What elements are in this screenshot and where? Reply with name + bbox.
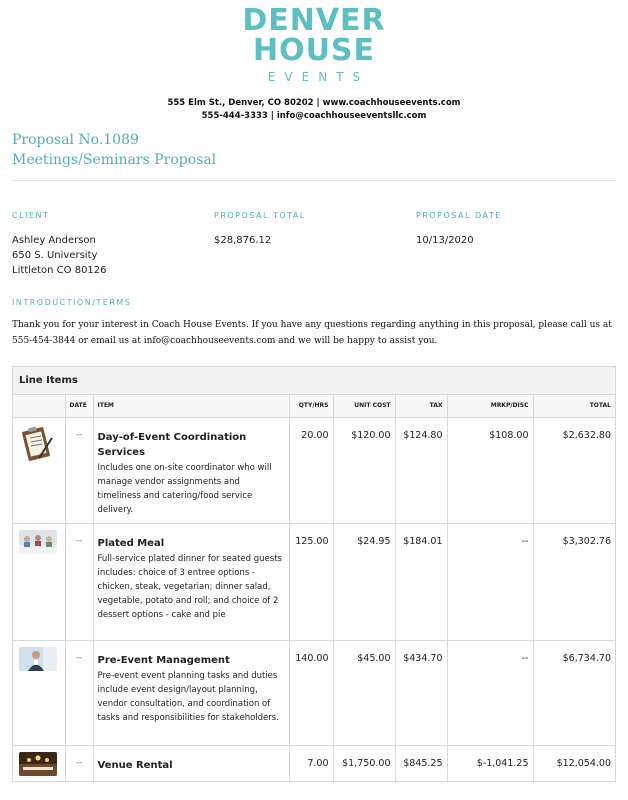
client-label: CLIENT	[12, 211, 50, 220]
proposal-date-label: PROPOSAL DATE	[416, 211, 502, 220]
row-item	[93, 417, 289, 523]
row-qty: 140.00	[289, 640, 333, 745]
plated-meal-photo	[19, 530, 57, 554]
row-total: $3,302.76	[533, 523, 615, 640]
company-logo	[0, 3, 628, 84]
logo-line-3: EVENTS	[267, 70, 370, 84]
row-total: $12,054.00	[533, 745, 615, 781]
proposal-title	[12, 130, 216, 170]
line-items-panel	[12, 366, 616, 782]
row-tax: $124.80	[395, 417, 447, 523]
row-tax: $434.70	[395, 640, 447, 745]
row-item-name: Plated Meal	[97, 537, 165, 549]
row-qty: 20.00	[289, 417, 333, 523]
col-total: TOTAL	[533, 395, 615, 417]
proposal-total-label: PROPOSAL TOTAL	[214, 211, 306, 220]
col-unit-cost: UNIT COST	[333, 395, 395, 417]
line-items-heading: Line Items	[13, 367, 615, 395]
col-markup: MRKP/DISC	[447, 395, 533, 417]
client-name: Ashley Anderson	[12, 235, 96, 246]
table-row	[13, 523, 615, 640]
row-image-cell	[13, 640, 65, 745]
event-manager-photo	[19, 647, 57, 671]
proposal-total-value: $28,876.12	[214, 235, 272, 246]
venue-photo	[19, 752, 57, 776]
row-date: --	[65, 417, 93, 523]
row-markup: --	[447, 523, 533, 640]
row-date: --	[65, 640, 93, 745]
col-image	[13, 395, 65, 417]
row-image-cell	[13, 417, 65, 523]
row-tax: $845.25	[395, 745, 447, 781]
col-tax: TAX	[395, 395, 447, 417]
row-image-cell	[13, 523, 65, 640]
client-street: 650 S. University	[12, 250, 98, 261]
table-header-row	[13, 395, 615, 417]
client-details	[12, 233, 107, 278]
company-contact	[0, 97, 628, 123]
col-date: DATE	[65, 395, 93, 417]
row-markup: $-1,041.25	[447, 745, 533, 781]
row-item-description: Full-service plated dinner for seated guests includes: choice of 3 entree options - chicken, steak, vegetarian; dinner salad, vegetable, potato and roll; and choice of 2 dessert options - cake and pie	[97, 553, 282, 620]
intro-label: INTRODUCTION/TERMS	[12, 298, 132, 307]
intro-text: Thank you for your interest in Coach House Events. If you have any questions regarding anything in this proposal, please call us at 555-454-3844 or email us at info@coachhouseevents.com and we will be happy to assist you.	[12, 320, 612, 346]
logo-line-2: HOUSE	[252, 33, 376, 68]
row-unit-cost: $120.00	[333, 417, 395, 523]
row-total: $6,734.70	[533, 640, 615, 745]
proposal-type: Meetings/Seminars Proposal	[12, 152, 217, 168]
proposal-date-value: 10/13/2020	[416, 235, 474, 246]
row-markup: $108.00	[447, 417, 533, 523]
table-row	[13, 640, 615, 745]
row-item-name: Pre-Event Management	[97, 654, 230, 666]
title-divider	[12, 180, 616, 181]
col-qty: QTY/HRS	[289, 395, 333, 417]
row-unit-cost: $24.95	[333, 523, 395, 640]
table-row	[13, 417, 615, 523]
company-phone-email: 555-444-3333 | info@coachhouseeventsllc.com	[201, 111, 427, 121]
row-unit-cost: $1,750.00	[333, 745, 395, 781]
clipboard-icon	[19, 424, 55, 464]
row-date: --	[65, 523, 93, 640]
proposal-number: Proposal No.1089	[12, 132, 139, 148]
row-markup: --	[447, 640, 533, 745]
client-city: Littleton CO 80126	[12, 265, 107, 276]
company-address: 555 Elm St., Denver, CO 80202 | www.coachhouseevents.com	[167, 98, 461, 108]
table-row	[13, 745, 615, 781]
row-item	[93, 640, 289, 745]
row-item	[93, 745, 289, 781]
row-unit-cost: $45.00	[333, 640, 395, 745]
line-items-table	[13, 395, 615, 782]
row-date: --	[65, 745, 93, 781]
row-total: $2,632.80	[533, 417, 615, 523]
row-image-cell	[13, 745, 65, 781]
row-qty: 125.00	[289, 523, 333, 640]
row-item-name: Venue Rental	[97, 759, 173, 771]
row-tax: $184.01	[395, 523, 447, 640]
row-item-description: Pre-event event planning tasks and duties include event design/layout planning, vendor consultation, and coordination of tasks and responsibilities for stakeholders.	[97, 670, 279, 723]
logo-line-1: DENVER	[242, 3, 386, 38]
row-item	[93, 523, 289, 640]
row-item-name: Day-of-Event Coordination Services	[97, 431, 247, 458]
col-item: ITEM	[93, 395, 289, 417]
row-item-description: Includes one on-site coordinator who will manage vendor assignments and timeliness and catering/food service delivery.	[97, 462, 272, 515]
row-qty: 7.00	[289, 745, 333, 781]
